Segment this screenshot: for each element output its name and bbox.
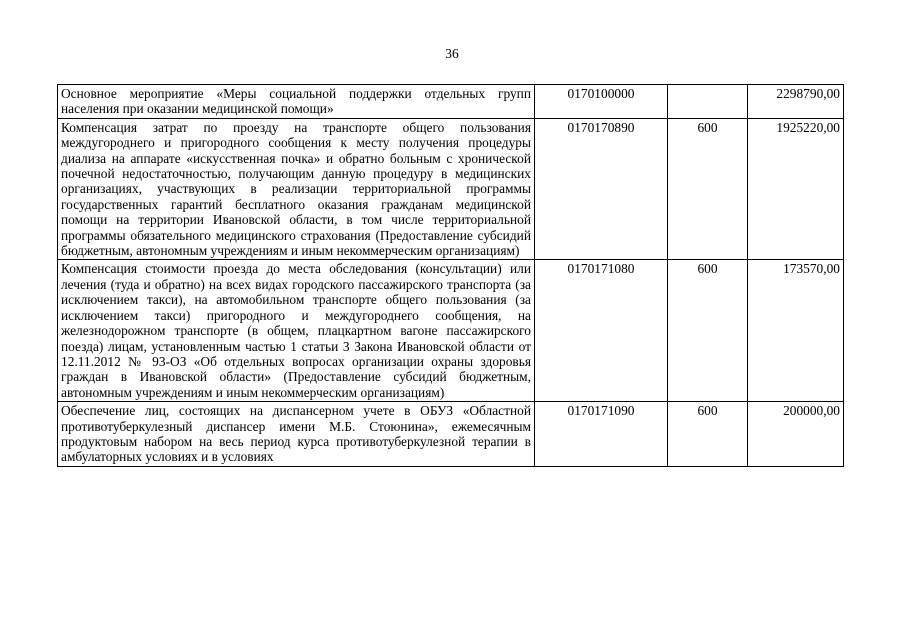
table-row: [58, 85, 844, 119]
row-csr-cell: 0170170890: [535, 118, 668, 260]
row-sum-cell: 200000,00: [748, 402, 844, 467]
table-row: [58, 118, 844, 260]
row-vr-cell: 600: [668, 402, 748, 467]
table-row: [58, 260, 844, 402]
row-name-cell: Компенсация затрат по проезду на транспорте общего пользования междугороднего и пригородного сообщения к месту получения процедуры диализа на аппарате «искусственная почка» и обратно больным с хронической почечной недостаточностью, получающим данную процедуру в медицинских организациях, участвующих в реализации территориальной программы государственных гарантий бесплатного оказания гражданам медицинской помощи на территории Ивановской области, в том числе территориальной программы обязательного медицинского страхования (Предоставление субсидий бюджетным, автономным учреждениям и иным некоммерческим организациям): [58, 118, 535, 260]
row-name-cell: Обеспечение лиц, состоящих на диспансерном учете в ОБУЗ «Областной противотуберкулезный диспансер имени М.Б. Стоюнина», ежемесячным продуктовым набором на весь период курса противотуберкулезной терапии в амбулаторных условиях и в условиях: [58, 402, 535, 467]
page-number: 36: [445, 46, 459, 61]
row-sum-cell: 2298790,00: [748, 85, 844, 119]
row-csr-cell: 0170171090: [535, 402, 668, 467]
row-vr-cell: 600: [668, 260, 748, 402]
row-name-cell: Основное мероприятие «Меры социальной поддержки отдельных групп населения при оказании медицинской помощи»: [58, 85, 535, 119]
row-name-cell: Компенсация стоимости проезда до места обследования (консультации) или лечения (туда и обратно) на всех видах городского пассажирского транспорта (за исключением такси), на автомобильном транспорте общего пользования (за исключением такси) пригородного и междугороднего сообщения, на железнодорожном транспорте (в общем, плацкартном вагоне пассажирского поезда) лицам, установленным частью 1 статьи 3 Закона Ивановской области от 12.11.2012 № 93-ОЗ «Об отдельных вопросах организации охраны здоровья граждан в Ивановской области» (Предоставление субсидий бюджетным, автономным учреждениям и иным некоммерческим организациям): [58, 260, 535, 402]
row-sum-cell: 173570,00: [748, 260, 844, 402]
row-vr-cell: [668, 85, 748, 119]
table-row: [58, 402, 844, 467]
row-sum-cell: 1925220,00: [748, 118, 844, 260]
row-csr-cell: 0170171080: [535, 260, 668, 402]
row-vr-cell: 600: [668, 118, 748, 260]
budget-table: [57, 84, 844, 467]
row-csr-cell: 0170100000: [535, 85, 668, 119]
